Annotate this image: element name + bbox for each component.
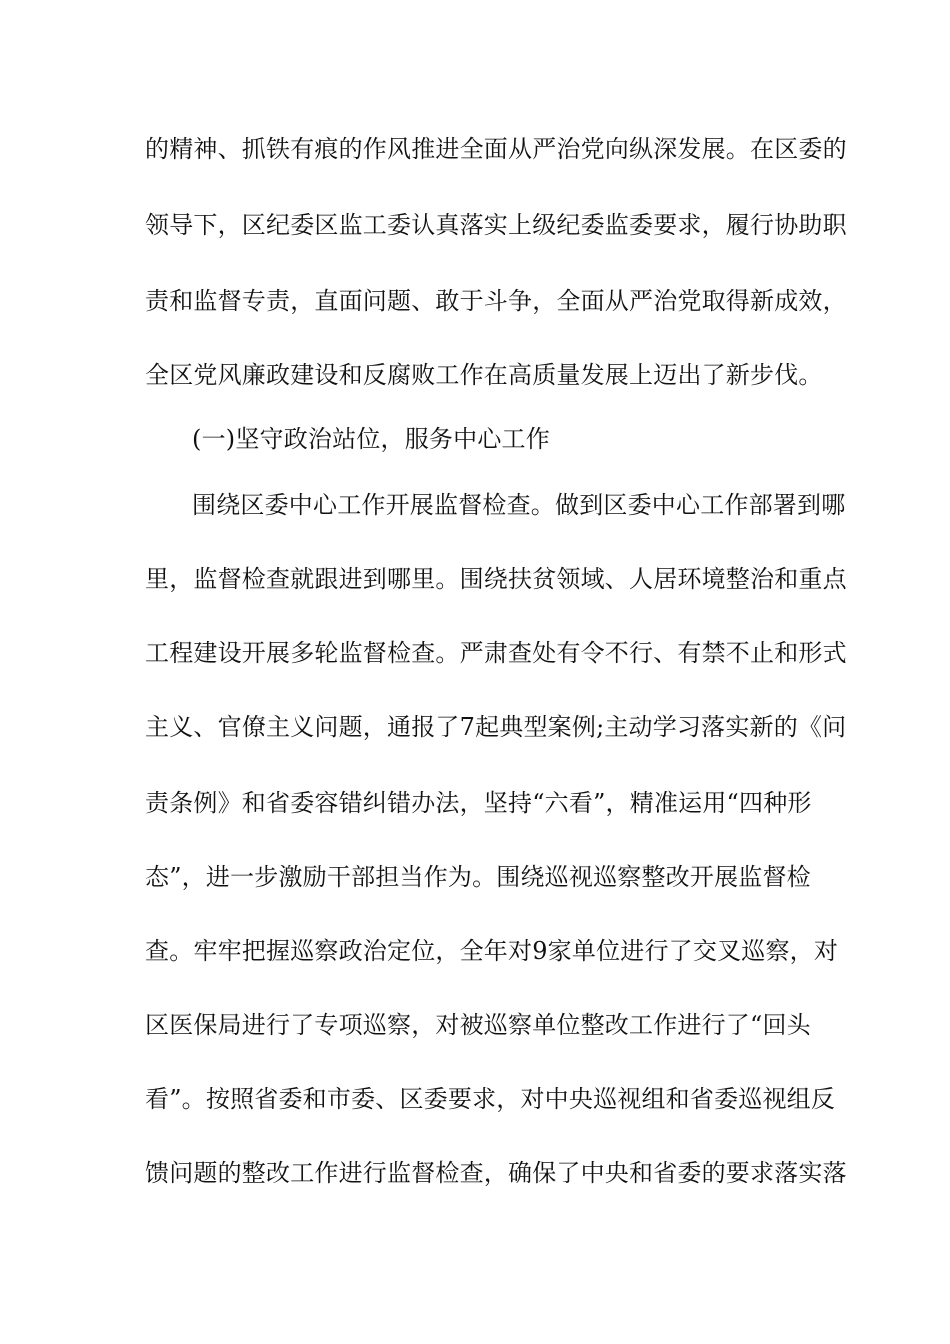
section-heading: (一)坚守政治站位，服务中心工作 — [192, 425, 550, 453]
paragraph-line: 围绕区委中心工作开展监督检查。做到区委中心工作部署到哪 — [192, 491, 846, 519]
paragraph-line: 责条例》和省委容错纠错办法，坚持“六看”，精准运用“四种形 — [145, 789, 812, 817]
paragraph-line: 责和监督专责，直面问题、敢于斗争，全面从严治党取得新成效， — [145, 287, 847, 315]
paragraph-line: 领导下，区纪委区监工委认真落实上级纪委监委要求，履行协助职 — [145, 211, 847, 239]
paragraph-line: 里，监督检查就跟进到哪里。围绕扶贫领域、人居环境整治和重点 — [145, 565, 847, 593]
paragraph-line: 区医保局进行了专项巡察，对被巡察单位整改工作进行了“回头 — [145, 1011, 811, 1039]
paragraph-line: 工程建设开展多轮监督检查。严肃查处有令不行、有禁不止和形式 — [145, 639, 847, 667]
paragraph-line: 全区党风廉政建设和反腐败工作在高质量发展上迈出了新步伐。 — [145, 361, 823, 389]
paragraph-line: 的精神、抓铁有痕的作风推进全面从严治党向纵深发展。在区委的 — [145, 135, 847, 163]
paragraph-line: 主义、官僚主义问题，通报了7起典型案例;主动学习落实新的《问 — [145, 713, 847, 741]
paragraph-line: 查。牢牢把握巡察政治定位，全年对9家单位进行了交叉巡察，对 — [145, 937, 839, 965]
paragraph-line: 看”。按照省委和市委、区委要求，对中央巡视组和省委巡视组反 — [145, 1085, 836, 1113]
paragraph-line: 态”，进一步激励干部担当作为。围绕巡视巡察整改开展监督检 — [145, 863, 811, 891]
paragraph-line: 馈问题的整改工作进行监督检查，确保了中央和省委的要求落实落 — [145, 1159, 847, 1187]
